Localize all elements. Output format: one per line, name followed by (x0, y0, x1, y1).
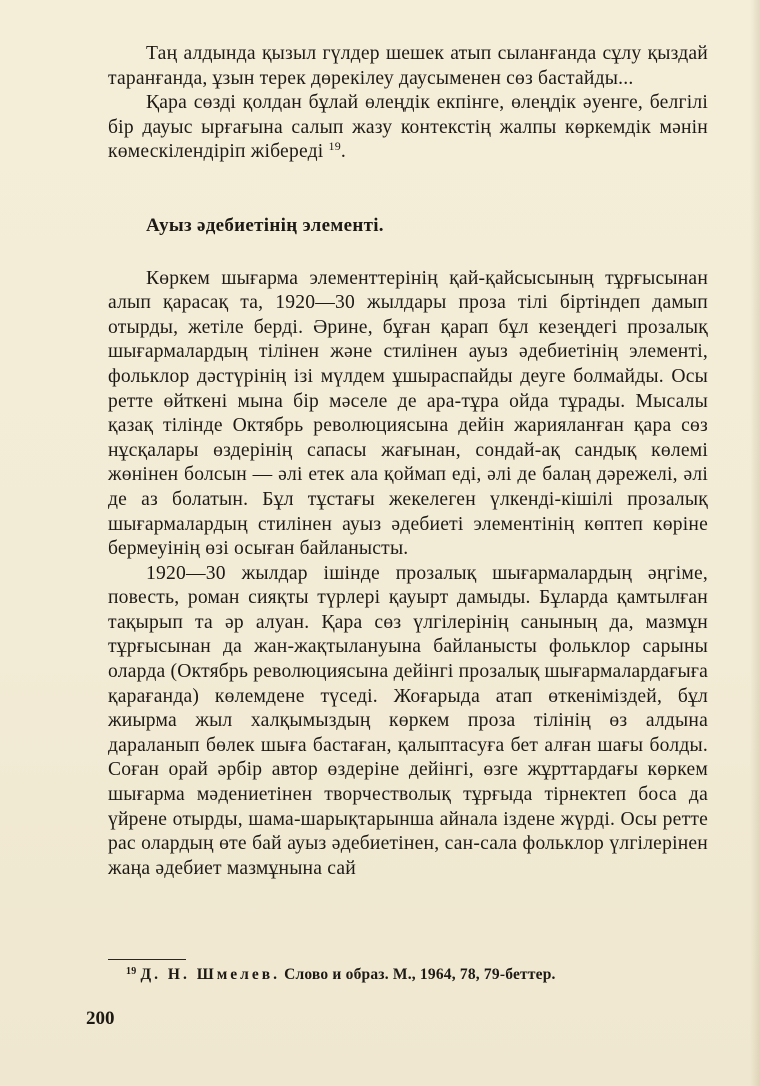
paragraph-2-end: . (340, 141, 347, 163)
footnote (126, 966, 716, 984)
paragraph-1: Таң алдында қызыл гүлдер шешек атып сыланғанда сұлу қыздай таранғанда, ұзын терек дөрекілеу даусыменен сөз бастайды... (108, 43, 708, 89)
paragraph-3: Көркем шығарма элементтерінің қай-қайсысының тұрғысынан алып қарасақ та, 1920—30 жылдары проза тілі біртіндеп дамып отырды, жетіле берді. Әрине, бұған қарап бұл кезеңдегі прозалық шығармалардың тілінен және стилінен ауыз әдебиетінің элементі, фольклор дәстүрінің ізі мүлдем ұшыраспайды деуге болмайды. Осы ретте өйткені мына бір мәселе де ара-тұра ойда тұрады. Мысалы қазақ тілінде Октябрь революциясына дейін жарияланған қара сөз нұсқалары өздерінің сапасы жағынан, сондай-ақ сандық көлемі жөнінен болсын — әлі етек ала қоймап еді, әлі де балаң дәрежелі, әлі де аз болатын. Бұл тұстағы жекелеген үлкенді-кішілі прозалық шығармалардың стилінен ауыз әдебиеті элементінің көптеп көріне бермеуінің өзі осыған байланысты. (108, 267, 708, 560)
footnote-number: 19 (126, 966, 137, 977)
paragraph-2 (108, 91, 708, 165)
paragraph-2-text: Қара сөзді қолдан бұлай өлеңдік екпінге, өлеңдік әуенге, белгілі бір дауыс ырғағына салып жазу контекстің жалпы көркемдік мәнін көмескілендіріп жібереді (108, 92, 708, 163)
footnote-divider (108, 959, 186, 960)
footnote-reference: 19 (328, 139, 341, 154)
page-edge-shadow (750, 0, 760, 1086)
footnote-author: Д. Н. Шмелев. (140, 966, 280, 983)
main-text (108, 42, 708, 881)
section-heading: Ауыз әдебиетінің элементі. (146, 214, 384, 236)
page-number: 200 (86, 1008, 115, 1029)
footnote-text: Слово и образ. М., 1964, 78, 79-беттер. (284, 966, 556, 983)
paragraph-4: 1920—30 жылдар ішінде прозалық шығармалардың әңгіме, повесть, роман сияқты түрлері қауырт дамыды. Бұларда қамтылған тақырып та әр алуан. Қара сөз үлгілерінің санының да, мазмұн тұрғысынан да жан-жақтылануына байланысты фольклор сарыны оларда (Октябрь революциясына дейінгі прозалық шығармалардағыға қарағанда) көлемдене түседі. Жоғарыда атап өткеніміздей, бұл жиырма жыл халқымыздың көркем проза тілінің өз алдына дараланып бөлек шыға бастаған, қалыптасуға бет алған шағы болды. Соған орай әрбір автор өздеріне дейінгі, өзге жұрттардағы көркем шығарма мәдениетінен творчестволық тұрғыда тірнектеп боса да үйрене отырды, шама-шарықтарынша айнала іздене жүрді. Осы ретте рас олардың өте бай ауыз әдебиетінен, сан-сала фольклор үлгілерінен жаңа әдебиет мазмұнына сай (108, 562, 708, 879)
